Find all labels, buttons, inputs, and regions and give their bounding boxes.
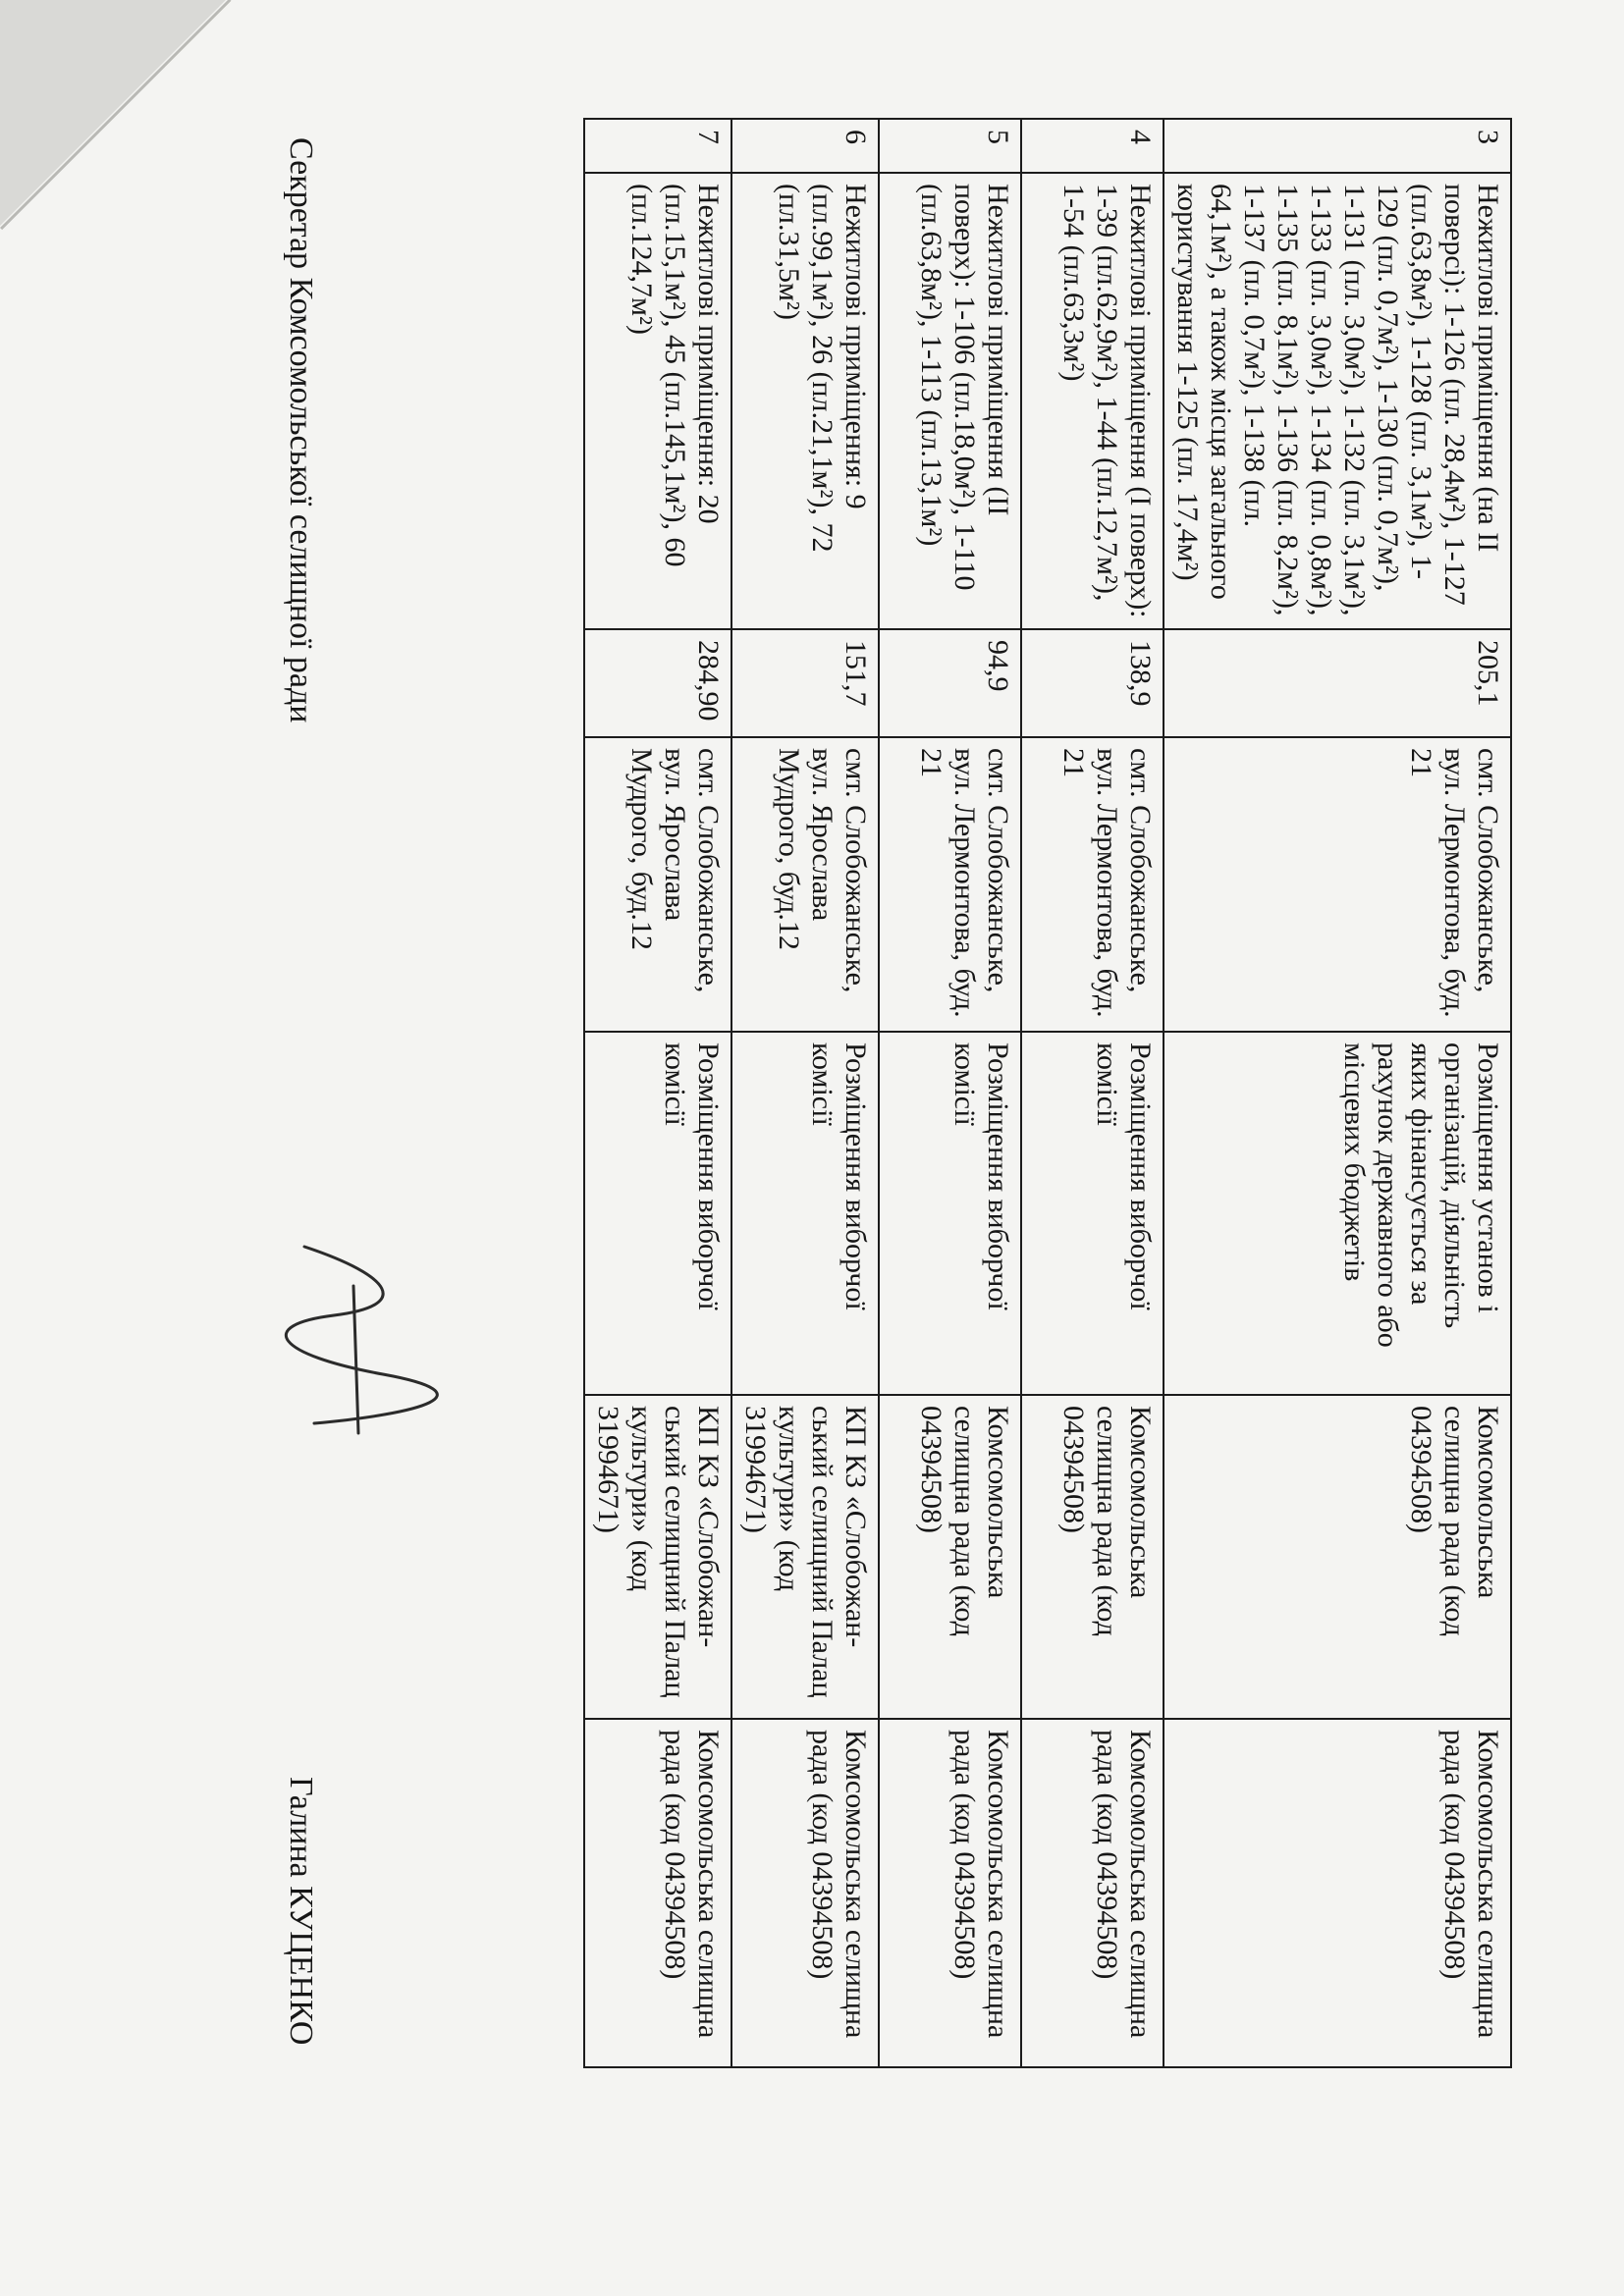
row-owner: Комсомольська селищна рада (код 04394508) (879, 1719, 1021, 2067)
table-row (1021, 119, 1164, 2067)
signature-position: Секретар Комсомольської селищної ради (283, 137, 319, 723)
row-premises: Нежитлові приміщення (І поверх): 1-39 (пл.62,9м²), 1-44 (пл.12,7м²), 1-54 (пл.63,3м²) (1021, 173, 1164, 629)
table-row (879, 119, 1021, 2067)
row-purpose: Розміщення виборчої комісії (1021, 1032, 1164, 1395)
row-number: 6 (731, 119, 879, 173)
row-address: смт. Слобожанське, вул. Ярослава Мудрого, буд.12 (731, 737, 879, 1032)
row-balance-holder: КП КЗ «Слобожан-ський селищний Палац культури» (код 31994671) (584, 1395, 731, 1719)
row-premises: Нежитлові приміщення: 20 (пл.15,1м²), 45 (пл.145,1м²), 60 (пл.124,7м²) (584, 173, 731, 629)
row-balance-holder: КП КЗ «Слобожан-ський селищний Палац культури» (код 31994671) (731, 1395, 879, 1719)
signature-block (260, 118, 319, 2066)
row-purpose: Розміщення виборчої комісії (731, 1032, 879, 1395)
row-number: 5 (879, 119, 1021, 173)
row-number: 7 (584, 119, 731, 173)
row-balance-holder: Комсомольська селищна рада (код 04394508) (1021, 1395, 1164, 1719)
row-owner: Комсомольська селищна рада (код 04394508) (1021, 1719, 1164, 2067)
row-area: 284,90 (584, 629, 731, 737)
row-owner: Комсомольська селищна рада (код 04394508) (731, 1719, 879, 2067)
premises-table (583, 118, 1512, 2068)
row-purpose: Розміщення виборчої комісії (584, 1032, 731, 1395)
row-address: смт. Слобожанське, вул. Ярослава Мудрого, буд.12 (584, 737, 731, 1032)
row-purpose: Розміщення виборчої комісії (879, 1032, 1021, 1395)
row-premises: Нежитлові приміщення (на ІІ поверсі): 1-126 (пл. 28,4м²), 1-127 (пл.63,8м²), 1-128 (пл. 3,1м²), 1-129 (пл. 0,7м²), 1-130 (пл. 0,7м²), 1-131 (пл. 3,0м²), 1-132 (пл. 3,1м²), 1-133 (пл. 3,0м²), 1-134 (пл. 0,8м²), 1-135 (пл. 8,1м²), 1-136 (пл. 8,2м²), 1-137 (пл. 0,7м²), 1-138 (пл. 64,1м²), а також місця загального користування 1-125 (пл. 17,4м²) (1164, 173, 1511, 629)
row-premises: Нежитлові приміщення: 9 (пл.99,1м²), 26 (пл.21,1м²), 72 (пл.31,5м²) (731, 173, 879, 629)
row-number: 4 (1021, 119, 1164, 173)
row-address: смт. Слобожанське, вул. Лермонтова, буд. 21 (1164, 737, 1511, 1032)
row-address: смт. Слобожанське, вул. Лермонтова, буд. 21 (1021, 737, 1164, 1032)
row-balance-holder: Комсомольська селищна рада (код 04394508) (1164, 1395, 1511, 1719)
signature-name: Галина КУЦЕНКО (283, 1777, 319, 2046)
row-area: 138,9 (1021, 629, 1164, 737)
row-number: 3 (1164, 119, 1511, 173)
premises-table-body (584, 119, 1511, 2067)
row-purpose: Розміщення установ і організацій, діяльність яких фінансується за рахунок державного або місцевих бюджетів (1164, 1032, 1511, 1395)
rotated-page-content (118, 118, 1512, 2066)
row-owner: Комсомольська селищна рада (код 04394508) (1164, 1719, 1511, 2067)
row-address: смт. Слобожанське, вул. Лермонтова, буд. 21 (879, 737, 1021, 1032)
row-owner: Комсомольська селищна рада (код 04394508) (584, 1719, 731, 2067)
row-area: 205,1 (1164, 629, 1511, 737)
table-row (1164, 119, 1511, 2067)
row-premises: Нежитлові приміщення (ІІ поверх): 1-106 (пл.18,0м²), 1-110 (пл.63,8м²), 1-113 (пл.13,1м²) (879, 173, 1021, 629)
row-area: 151,7 (731, 629, 879, 737)
row-area: 94,9 (879, 629, 1021, 737)
table-row (584, 119, 731, 2067)
row-balance-holder: Комсомольська селищна рада (код 04394508) (879, 1395, 1021, 1719)
table-row (731, 119, 879, 2067)
